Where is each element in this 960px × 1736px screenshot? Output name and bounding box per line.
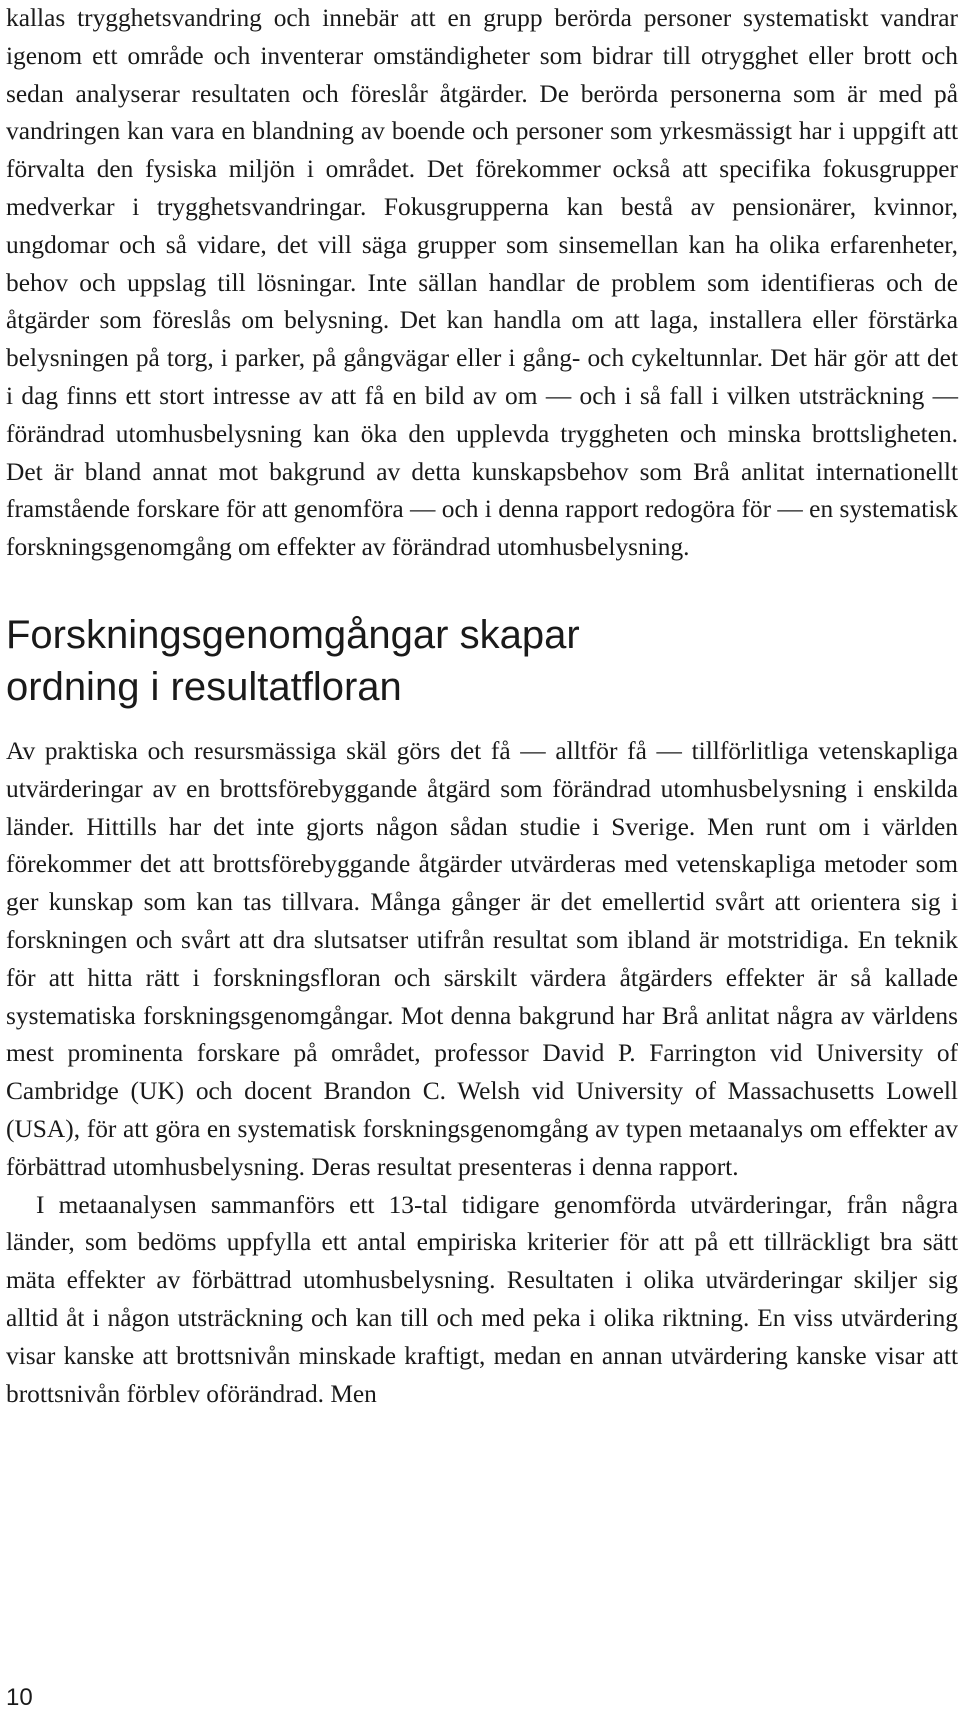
page-number: 10 (6, 1684, 33, 1711)
text-column (6, 0, 958, 1413)
section-heading-line-1: Forskningsgenomgångar skapar (6, 612, 580, 657)
section-heading-line-2: ordning i resultatfloran (6, 664, 402, 709)
intro-paragraph: kallas trygghetsvandring och innebär att en grupp berörda personer systematiskt vandrar igenom ett område och inventerar omständigheter som bidrar till otrygghet eller brott och sedan analyserar resultaten och föreslår åtgärder. De berörda personerna som är med på vandringen kan vara en blandning av boende och personer som yrkesmässigt har i uppgift att förvalta den fysiska miljön i området. Det förekommer också att specifika fokusgrupper medverkar i trygghetsvandringar. Fokusgrupperna kan bestå av pensionärer, kvinnor, ungdomar och så vidare, det vill säga grupper som sinsemellan kan ha olika erfarenheter, behov och uppslag till lösningar. Inte sällan handlar de problem som identifieras och de åtgärder som föreslås om belysning. Det kan handla om att laga, installera eller förstärka belysningen på torg, i parker, på gångvägar eller i gång- och cykeltunnlar. Det här gör att det i dag finns ett stort intresse av att få en bild av om — och i så fall i vilken utsträckning — förändrad utomhusbelysning kan öka den upplevda tryggheten och minska brottsligheten. Det är bland annat mot bakgrund av detta kunskapsbehov som Brå anlitat internationellt framstående forskare för att genomföra — och i denna rapport redogöra för — en systematisk forskningsgenomgång om effekter av förändrad utomhusbelysning. (6, 4, 958, 562)
paragraph-meta-analysis-background: Av praktiska och resursmässiga skäl görs det få — alltför få — tillförlitliga vetenskapliga utvärderingar av en brottsförebyggande åtgärd som förändrad utomhusbelysning i enskilda länder. Hittills har det inte gjorts någon sådan studie i Sverige. Men runt om i världen förekommer det att brottsförebyggande åtgärder utvärderas med vetenskapliga metoder som ger kunskap som kan tas tillvara. Många gånger är det emellertid svårt att orientera sig i forskningen och svårt att dra slutsatser utifrån resultat som ibland är motstridiga. En teknik för att hitta rätt i forskningsfloran och särskilt värdera åtgärders effekter är så kallade systematiska forskningsgenomgångar. Mot denna bakgrund har Brå anlitat några av världens mest prominenta forskare på området, professor David P. Farrington vid University of Cambridge (UK) och docent Brandon C. Welsh vid University of Massachusetts Lowell (USA), för att göra en systematisk forskningsgenomgång av typen metaanalys om effekter av förbättrad utomhusbelysning. Deras resultat presenteras i denna rapport. (6, 736, 958, 1181)
section-heading (6, 609, 958, 713)
paragraph-meta-analysis-studies: I metaanalysen sammanförs ett 13-tal tidigare genomförda utvärderingar, från några länder, som bedöms uppfylla ett antal empiriska kriterier för att på ett tillräckligt bra sätt mäta effekter av förbättrad utomhusbelysning. Resultaten i olika utvärderingar skiljer sig alltid åt i någon utsträckning och kan till och med peka i olika riktning. En viss utvärdering visar kanske att brottsnivån minskade kraftigt, medan en annan utvärdering kanske visar att brottsnivån förblev oförändrad. Men (6, 1190, 958, 1408)
